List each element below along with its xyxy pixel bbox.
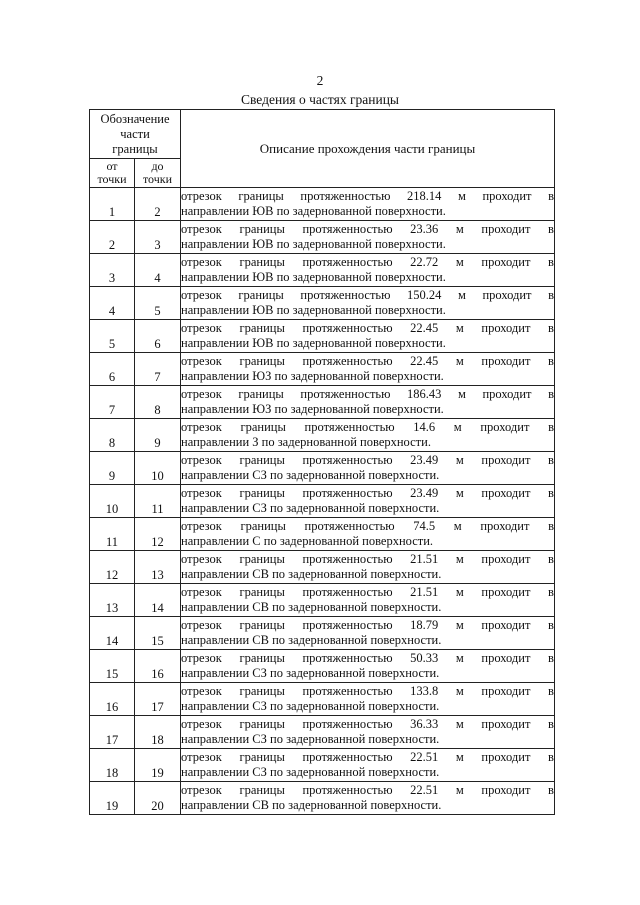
from-point-cell: 16 <box>90 683 135 716</box>
table-row <box>90 353 555 386</box>
description-word: границы <box>239 683 285 698</box>
description-word: отрезок <box>181 749 222 764</box>
description-word: 21.51 <box>410 551 439 566</box>
description-word: в <box>548 617 554 632</box>
description-word: 22.45 <box>410 320 439 335</box>
description-line-1 <box>181 486 554 502</box>
description-word: отрезок <box>181 551 222 566</box>
table-row <box>90 188 555 221</box>
description-word: м <box>455 584 464 599</box>
to-point-cell: 11 <box>135 485 181 518</box>
description-word: м <box>455 353 464 368</box>
to-point-cell: 14 <box>135 584 181 617</box>
description-word: протяженностью <box>302 650 393 665</box>
to-point-cell: 16 <box>135 650 181 683</box>
description-cell <box>181 650 555 683</box>
description-word: границы <box>239 584 285 599</box>
description-word: 218.14 <box>407 188 442 203</box>
table-row <box>90 584 555 617</box>
description-word: 186.43 <box>407 386 442 401</box>
description-word: отрезок <box>181 584 222 599</box>
to-point-cell: 19 <box>135 749 181 782</box>
to-point-cell: 13 <box>135 551 181 584</box>
description-line-2: направлении СЗ по задернованной поверхности. <box>181 699 440 713</box>
to-point-cell: 8 <box>135 386 181 419</box>
description-line-2: направлении СВ по задернованной поверхности. <box>181 600 442 614</box>
from-point-cell: 10 <box>90 485 135 518</box>
description-word: отрезок <box>181 254 222 269</box>
description-word: границы <box>239 551 285 566</box>
table-row <box>90 386 555 419</box>
description-word: м <box>455 716 464 731</box>
to-point-cell: 9 <box>135 419 181 452</box>
description-word: проходит <box>481 353 531 368</box>
description-word: м <box>455 320 464 335</box>
designation-header-line: границы <box>112 141 158 156</box>
description-line-2: направлении СЗ по задернованной поверхности. <box>181 765 440 779</box>
description-line-2: направлении СВ по задернованной поверхности. <box>181 633 442 647</box>
from-point-cell: 15 <box>90 650 135 683</box>
from-header-line: точки <box>97 172 127 186</box>
description-word: 21.51 <box>410 584 439 599</box>
description-word: м <box>455 254 464 269</box>
description-line-1 <box>181 354 554 370</box>
description-cell <box>181 716 555 749</box>
description-cell <box>181 551 555 584</box>
description-word: в <box>548 683 554 698</box>
description-word: протяженностью <box>302 221 393 236</box>
description-word: границы <box>238 386 284 401</box>
description-cell <box>181 782 555 815</box>
description-word: протяженностью <box>304 419 395 434</box>
description-word: протяженностью <box>300 386 391 401</box>
description-word: проходит <box>482 386 532 401</box>
from-point-cell: 11 <box>90 518 135 551</box>
description-line-2: направлении СЗ по задернованной поверхности. <box>181 732 440 746</box>
description-word: проходит <box>481 452 531 467</box>
description-word: 14.6 <box>413 419 436 434</box>
description-word: протяженностью <box>302 716 393 731</box>
description-word: границы <box>239 749 285 764</box>
description-word: м <box>455 551 464 566</box>
description-word: отрезок <box>181 518 222 533</box>
description-cell <box>181 287 555 320</box>
section-title: Сведения о частях границы <box>241 92 399 107</box>
boundary-parts-table <box>89 109 555 815</box>
description-cell <box>181 419 555 452</box>
description-line-1 <box>181 552 554 568</box>
description-line-1 <box>181 750 554 766</box>
description-word: м <box>457 287 466 302</box>
table-row <box>90 320 555 353</box>
from-point-cell: 7 <box>90 386 135 419</box>
description-line-1 <box>181 387 554 403</box>
description-word: в <box>548 782 554 797</box>
description-line-2: направлении ЮВ по задернованной поверхности. <box>181 303 446 317</box>
description-word: в <box>548 749 554 764</box>
from-point-cell: 19 <box>90 782 135 815</box>
description-word: проходит <box>481 485 531 500</box>
description-word: протяженностью <box>302 320 393 335</box>
description-word: в <box>548 452 554 467</box>
description-word: границы <box>239 452 285 467</box>
description-word: границы <box>239 716 285 731</box>
description-cell <box>181 386 555 419</box>
description-word: проходит <box>481 782 531 797</box>
description-word: 23.49 <box>410 452 439 467</box>
from-point-cell: 2 <box>90 221 135 254</box>
from-point-cell: 3 <box>90 254 135 287</box>
description-line-2: направлении ЮЗ по задернованной поверхности. <box>181 369 444 383</box>
description-word: м <box>455 683 464 698</box>
description-line-1 <box>181 189 554 205</box>
description-word: границы <box>240 518 286 533</box>
description-word: отрезок <box>181 782 222 797</box>
description-word: отрезок <box>181 452 222 467</box>
to-point-cell: 12 <box>135 518 181 551</box>
description-cell <box>181 188 555 221</box>
description-word: проходит <box>480 419 530 434</box>
description-word: 74.5 <box>413 518 436 533</box>
description-word: отрезок <box>181 221 222 236</box>
description-word: проходит <box>481 683 531 698</box>
description-word: протяженностью <box>302 353 393 368</box>
to-header-line: точки <box>142 172 173 186</box>
description-word: м <box>457 386 466 401</box>
from-point-cell: 17 <box>90 716 135 749</box>
to-point-cell: 18 <box>135 716 181 749</box>
description-cell <box>181 221 555 254</box>
description-word: протяженностью <box>304 518 395 533</box>
description-word: 22.51 <box>410 782 439 797</box>
description-cell <box>181 353 555 386</box>
description-line-1 <box>181 684 554 700</box>
description-word: проходит <box>481 617 531 632</box>
table-row <box>90 221 555 254</box>
description-word: в <box>548 287 554 302</box>
description-line-2: направлении СВ по задернованной поверхности. <box>181 567 442 581</box>
description-line-1 <box>181 420 554 436</box>
description-word: границы <box>239 320 285 335</box>
description-word: м <box>455 452 464 467</box>
description-word: в <box>548 419 554 434</box>
description-word: проходит <box>481 650 531 665</box>
table-row <box>90 551 555 584</box>
to-point-cell: 20 <box>135 782 181 815</box>
description-word: м <box>457 188 466 203</box>
from-point-header <box>90 159 135 188</box>
description-line-2: направлении ЮВ по задернованной поверхности. <box>181 336 446 350</box>
description-word: м <box>455 617 464 632</box>
description-line-1 <box>181 222 554 238</box>
to-point-cell: 2 <box>135 188 181 221</box>
to-point-cell: 17 <box>135 683 181 716</box>
description-word: границы <box>239 650 285 665</box>
description-word: в <box>548 254 554 269</box>
to-point-cell: 7 <box>135 353 181 386</box>
from-point-cell: 1 <box>90 188 135 221</box>
description-word: протяженностью <box>302 617 393 632</box>
description-word: проходит <box>482 287 532 302</box>
from-point-cell: 4 <box>90 287 135 320</box>
description-word: проходит <box>481 320 531 335</box>
description-word: протяженностью <box>302 551 393 566</box>
table-row <box>90 650 555 683</box>
description-word: в <box>548 584 554 599</box>
description-word: в <box>548 716 554 731</box>
from-point-cell: 8 <box>90 419 135 452</box>
to-point-cell: 10 <box>135 452 181 485</box>
to-point-cell: 6 <box>135 320 181 353</box>
description-cell <box>181 485 555 518</box>
description-cell <box>181 518 555 551</box>
description-word: отрезок <box>181 485 222 500</box>
description-word: м <box>455 749 464 764</box>
description-word: протяженностью <box>302 254 393 269</box>
from-point-cell: 6 <box>90 353 135 386</box>
description-word: границы <box>239 221 285 236</box>
description-word: м <box>455 221 464 236</box>
description-word: отрезок <box>181 287 222 302</box>
description-word: 22.72 <box>410 254 439 269</box>
description-word: границы <box>239 353 285 368</box>
description-word: в <box>548 386 554 401</box>
description-word: м <box>453 518 462 533</box>
description-word: м <box>455 782 464 797</box>
description-word: в <box>548 650 554 665</box>
description-word: отрезок <box>181 419 222 434</box>
description-word: в <box>548 188 554 203</box>
description-line-1 <box>181 453 554 469</box>
table-row <box>90 287 555 320</box>
description-word: протяженностью <box>302 452 393 467</box>
description-line-1 <box>181 288 554 304</box>
description-word: 22.45 <box>410 353 439 368</box>
description-word: отрезок <box>181 650 222 665</box>
designation-header-line: части <box>120 126 150 141</box>
description-word: проходит <box>481 584 531 599</box>
from-point-cell: 14 <box>90 617 135 650</box>
description-word: 23.36 <box>410 221 439 236</box>
description-word: протяженностью <box>302 584 393 599</box>
description-line-2: направлении ЮЗ по задернованной поверхности. <box>181 402 444 416</box>
description-word: проходит <box>481 551 531 566</box>
description-word: м <box>453 419 462 434</box>
description-cell <box>181 254 555 287</box>
description-word: отрезок <box>181 617 222 632</box>
description-cell <box>181 749 555 782</box>
description-word: 36.33 <box>410 716 439 731</box>
description-word: в <box>548 320 554 335</box>
description-word: в <box>548 221 554 236</box>
description-word: 23.49 <box>410 485 439 500</box>
description-cell <box>181 320 555 353</box>
table-row <box>90 452 555 485</box>
description-word: границы <box>238 287 284 302</box>
table-row <box>90 485 555 518</box>
description-word: проходит <box>480 518 530 533</box>
description-word: проходит <box>481 221 531 236</box>
description-line-1 <box>181 321 554 337</box>
description-word: 50.33 <box>410 650 439 665</box>
description-word: 18.79 <box>410 617 439 632</box>
description-line-1 <box>181 717 554 733</box>
table-row <box>90 749 555 782</box>
description-word: границы <box>239 254 285 269</box>
table-row <box>90 716 555 749</box>
description-line-2: направлении СВ по задернованной поверхности. <box>181 798 442 812</box>
description-line-2: направлении СЗ по задернованной поверхности. <box>181 666 440 680</box>
to-point-cell: 5 <box>135 287 181 320</box>
description-word: протяженностью <box>302 485 393 500</box>
table-row <box>90 419 555 452</box>
description-word: 22.51 <box>410 749 439 764</box>
from-header-line: от <box>106 158 118 173</box>
description-line-2: направлении З по задернованной поверхности. <box>181 435 431 449</box>
table-body <box>90 188 555 815</box>
table-row <box>90 683 555 716</box>
description-line-2: направлении ЮВ по задернованной поверхности. <box>181 270 446 284</box>
description-word: 150.24 <box>407 287 442 302</box>
description-cell <box>181 452 555 485</box>
description-word: отрезок <box>181 320 222 335</box>
designation-header-line: Обозначение <box>100 111 170 126</box>
to-point-cell: 4 <box>135 254 181 287</box>
table-row <box>90 617 555 650</box>
description-word: м <box>455 650 464 665</box>
description-word: протяженностью <box>302 683 393 698</box>
description-word: протяженностью <box>300 287 391 302</box>
from-point-cell: 9 <box>90 452 135 485</box>
from-point-cell: 12 <box>90 551 135 584</box>
description-word: в <box>548 485 554 500</box>
description-line-2: направлении СЗ по задернованной поверхности. <box>181 501 440 515</box>
description-line-2: направлении ЮВ по задернованной поверхности. <box>181 237 446 251</box>
description-cell <box>181 584 555 617</box>
page-number: 2 <box>316 73 324 88</box>
description-word: границы <box>239 617 285 632</box>
to-point-cell: 3 <box>135 221 181 254</box>
description-word: отрезок <box>181 386 222 401</box>
description-word: границы <box>238 188 284 203</box>
description-word: в <box>548 353 554 368</box>
description-word: отрезок <box>181 353 222 368</box>
from-point-cell: 13 <box>90 584 135 617</box>
from-point-cell: 18 <box>90 749 135 782</box>
description-cell <box>181 683 555 716</box>
description-line-2: направлении ЮВ по задернованной поверхности. <box>181 204 446 218</box>
description-line-1 <box>181 651 554 667</box>
table-row <box>90 518 555 551</box>
description-word: отрезок <box>181 716 222 731</box>
description-cell <box>181 617 555 650</box>
from-point-cell: 5 <box>90 320 135 353</box>
description-word: протяженностью <box>302 782 393 797</box>
description-word: проходит <box>481 716 531 731</box>
description-line-1 <box>181 783 554 799</box>
description-word: границы <box>239 485 285 500</box>
description-word: м <box>455 485 464 500</box>
description-header: Описание прохождения части границы <box>181 110 555 188</box>
to-header-line: до <box>151 158 164 173</box>
description-line-1 <box>181 255 554 271</box>
to-point-header <box>135 159 181 188</box>
table-row <box>90 782 555 815</box>
description-word: проходит <box>482 188 532 203</box>
description-word: проходит <box>481 749 531 764</box>
description-line-2: направлении СЗ по задернованной поверхности. <box>181 468 440 482</box>
description-word: границы <box>239 782 285 797</box>
description-word: в <box>548 518 554 533</box>
description-word: протяженностью <box>302 749 393 764</box>
description-line-1 <box>181 519 554 535</box>
designation-header <box>90 110 181 159</box>
to-point-cell: 15 <box>135 617 181 650</box>
description-line-1 <box>181 618 554 634</box>
table-row <box>90 254 555 287</box>
description-word: границы <box>240 419 286 434</box>
description-word: отрезок <box>181 683 222 698</box>
description-word: 133.8 <box>410 683 439 698</box>
description-word: отрезок <box>181 188 222 203</box>
description-word: проходит <box>481 254 531 269</box>
description-word: в <box>548 551 554 566</box>
description-line-1 <box>181 585 554 601</box>
description-word: протяженностью <box>300 188 391 203</box>
description-line-2: направлении С по задернованной поверхности. <box>181 534 434 548</box>
